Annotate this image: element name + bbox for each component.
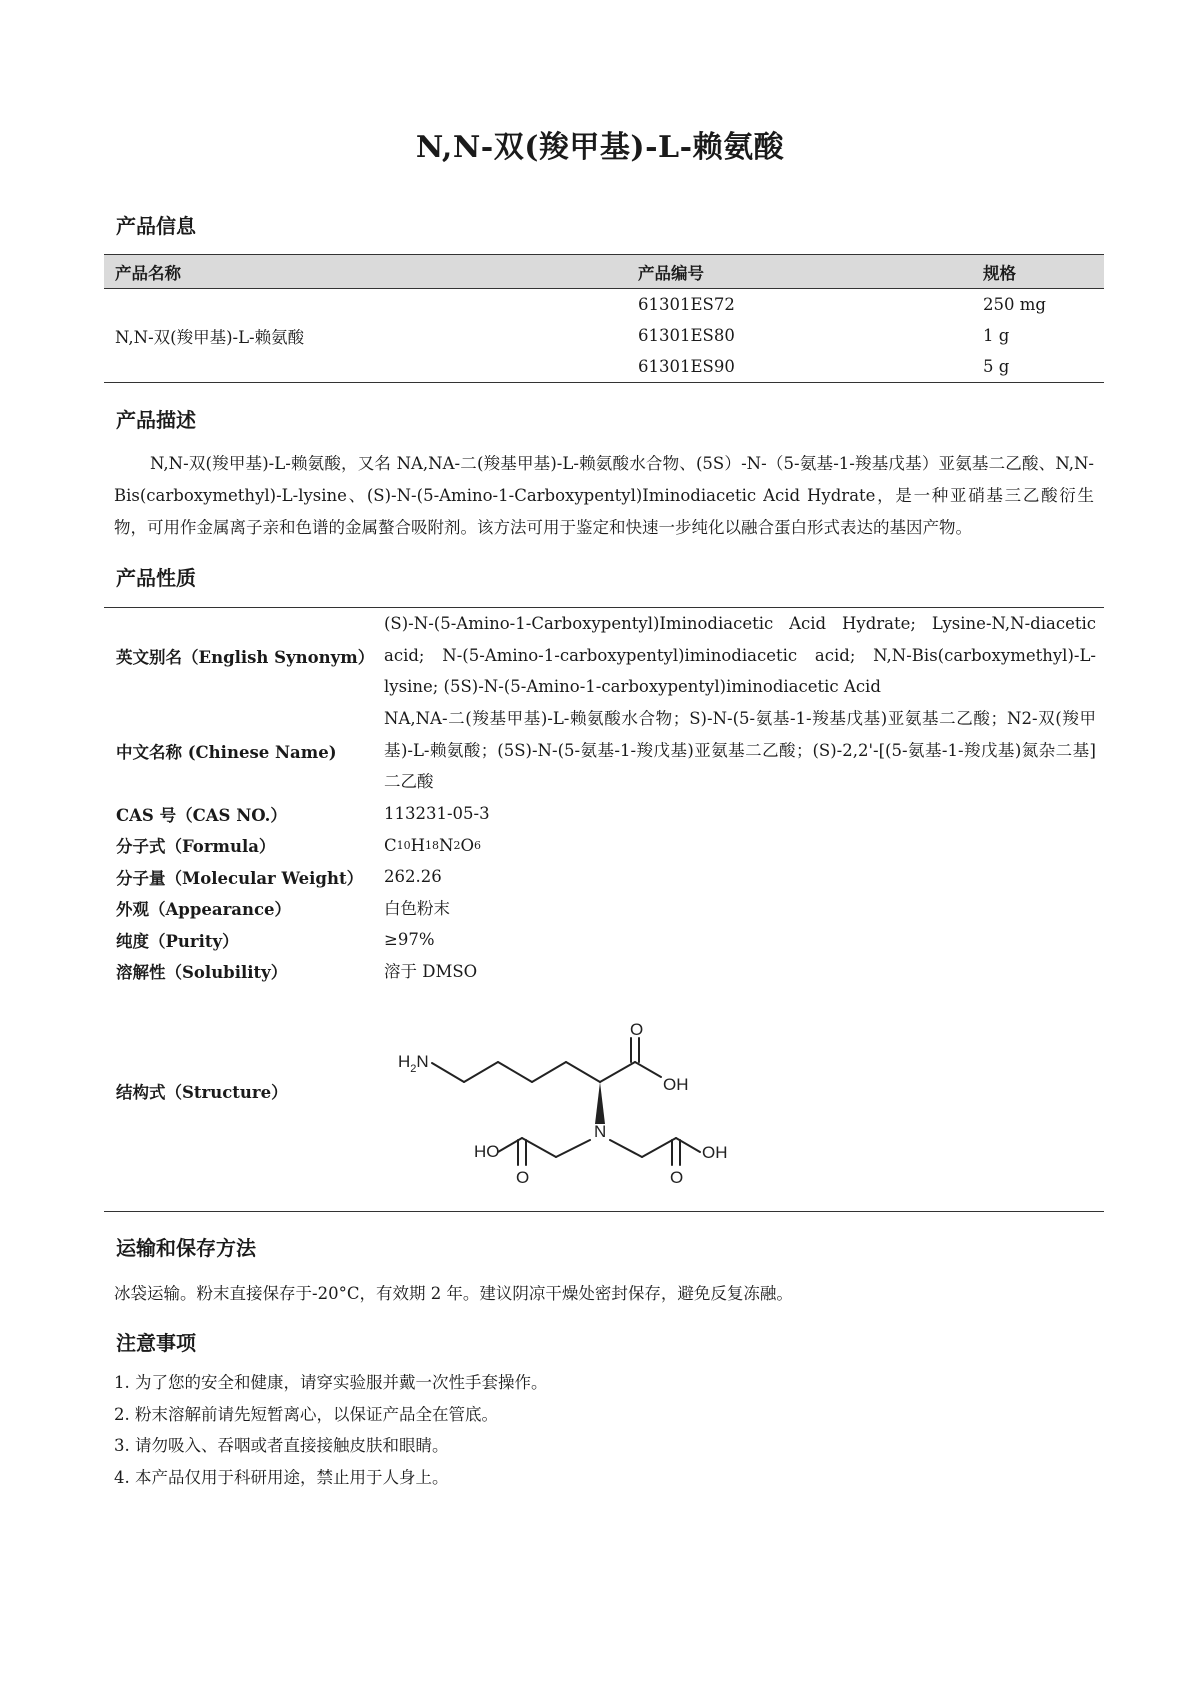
atom-label-oh-right: OH xyxy=(663,1075,689,1094)
property-value: 白色粉末 xyxy=(384,898,450,918)
product-code-cell: 61301ES80 xyxy=(638,326,735,345)
formula-subscript: 2 xyxy=(453,838,461,852)
storage-text: 冰袋运输。粉末直接保存于-20°C，有效期 2 年。建议阴凉干燥处密封保存，避免反复冻融。 xyxy=(114,1284,793,1303)
formula-element: H xyxy=(410,835,426,855)
formula-element: O xyxy=(460,835,474,855)
spec-cell: 5 g xyxy=(972,351,1104,383)
description-text: N,N-双(羧甲基)-L-赖氨酸，又名 NA,NA-二(羧基甲基)-L-赖氨酸水合物、(5S）-N-（5-氨基-1-羧基戊基）亚氨基二乙酸、N,N-Bis(carboxymethyl)-L-lysine、(S)-N-(5-Amino-1-Carboxypentyl)Iminodiacetic Acid Hydrate，是一种亚硝基三乙酸衍生物，可用作金属离子亲和色谱的金属螯合吸附剂。该方法可用于鉴定和快速一步纯化以融合蛋白形式表达的基因产物。 xyxy=(114,454,1094,537)
product-name-cell: N,N-双(羧甲基)-L-赖氨酸 xyxy=(104,289,627,383)
bond-line xyxy=(610,1140,642,1157)
property-label: 分子式（Formula） xyxy=(116,837,276,857)
property-value: 113231-05-3 xyxy=(384,804,490,823)
property-row-chinese-name xyxy=(104,703,1104,798)
property-row-purity xyxy=(104,924,1104,956)
header-product-name: 产品名称 xyxy=(104,255,627,289)
properties-heading: 产品性质 xyxy=(116,566,196,590)
product-info-table xyxy=(104,254,1104,383)
bond-line xyxy=(522,1138,556,1157)
atom-label-o-right: O xyxy=(670,1168,684,1187)
formula-subscript: 6 xyxy=(473,838,481,852)
list-item: 4. 本产品仅用于科研用途，禁止用于人身上。 xyxy=(114,1467,449,1487)
property-row-formula xyxy=(104,830,1104,862)
property-value: (S)-N-(5-Amino-1-Carboxypentyl)Iminodiacetic Acid Hydrate; Lysine-N,N-diacetic acid; N-(5-Amino-1-carboxypentyl)iminodiacetic acid; N,N-Bis(carboxymethyl)-L-lysine; (5S)-N-(5-Amino-1-carboxypentyl)iminodiacetic Acid xyxy=(384,614,1096,696)
list-item: 1. 为了您的安全和健康，请穿实验服并戴一次性手套操作。 xyxy=(114,1373,548,1392)
property-row-appearance xyxy=(104,893,1104,925)
header-spec: 规格 xyxy=(972,255,1104,289)
atom-label-o-left: O xyxy=(516,1168,530,1187)
spec-cell: 250 mg xyxy=(983,295,1046,314)
table-header-row xyxy=(104,255,1104,289)
property-value: NA,NA-二(羧基甲基)-L-赖氨酸水合物；S)-N-(5-氨基-1-羧基戊基)亚氨基二乙酸；N2-双(羧甲基)-L-赖氨酸；(5S)-N-(5-氨基-1-羧戊基)亚氨基二乙酸；(S)-2,2'-[(5-氨基-1-羧戊基)氮杂二基]二乙酸 xyxy=(384,709,1096,791)
atom-label-ho-left: HO xyxy=(474,1142,500,1161)
formula-subscript: 18 xyxy=(425,838,440,852)
header-product-code: 产品编号 xyxy=(627,255,972,289)
property-label: 结构式（Structure） xyxy=(116,1083,288,1102)
property-value: 溶于 DMSO xyxy=(384,961,478,981)
property-value: 262.26 xyxy=(384,867,442,886)
notes-heading: 注意事项 xyxy=(116,1331,196,1355)
atom-label-n-center: N xyxy=(594,1122,607,1141)
wedge-bond xyxy=(595,1082,605,1124)
property-label: 中文名称 (Chinese Name) xyxy=(116,742,337,762)
bond-line xyxy=(566,1062,600,1082)
property-label: 溶解性（Solubility） xyxy=(116,963,288,983)
property-row-cas xyxy=(104,798,1104,830)
bond-line xyxy=(498,1062,532,1082)
bond-line xyxy=(600,1062,635,1082)
formula-subscript: 10 xyxy=(396,838,411,852)
storage-heading: 运输和保存方法 xyxy=(116,1236,256,1260)
notes-list xyxy=(114,1367,548,1493)
bond-line xyxy=(642,1138,676,1157)
list-item: 2. 粉末溶解前请先短暂离心，以保证产品全在管底。 xyxy=(114,1404,498,1424)
product-code-cell: 61301ES72 xyxy=(638,295,735,314)
formula-element: N xyxy=(439,835,454,855)
bond-line xyxy=(556,1140,590,1157)
property-row-solubility xyxy=(104,956,1104,988)
property-row-mw xyxy=(104,861,1104,893)
product-code-cell: 61301ES90 xyxy=(627,351,972,383)
property-label: 纯度（Purity） xyxy=(116,931,239,951)
description-heading: 产品描述 xyxy=(116,408,196,432)
property-label: 英文别名（English Synonym） xyxy=(116,647,375,667)
property-value-formula xyxy=(384,830,1096,862)
atom-label-oh-lower: OH xyxy=(702,1143,728,1162)
property-value: ≥97% xyxy=(384,930,435,949)
property-row-english-synonym xyxy=(104,608,1104,703)
property-label: CAS 号（CAS NO.） xyxy=(116,805,287,825)
product-info-heading: 产品信息 xyxy=(116,214,196,238)
bond-line xyxy=(635,1062,661,1077)
formula-element: C xyxy=(384,835,397,855)
spec-cell: 1 g xyxy=(983,326,1010,345)
bond-line xyxy=(464,1062,498,1082)
document-title: N,N-双(羧甲基)-L-赖氨酸 xyxy=(415,130,785,165)
properties-bottom-rule xyxy=(104,1211,1104,1212)
atom-label-o-top: O xyxy=(630,1020,644,1039)
property-label: 外观（Appearance） xyxy=(116,900,291,920)
list-item: 3. 请勿吸入、吞咽或者直接接触皮肤和眼睛。 xyxy=(114,1436,449,1455)
atom-label-h2n: $H_2N$ xyxy=(398,1052,429,1075)
table-row xyxy=(104,289,1104,321)
bond-line xyxy=(532,1062,566,1082)
bond-line xyxy=(432,1063,464,1082)
chemical-structure-diagram xyxy=(380,1005,760,1195)
property-label: 分子量（Molecular Weight） xyxy=(116,868,364,888)
